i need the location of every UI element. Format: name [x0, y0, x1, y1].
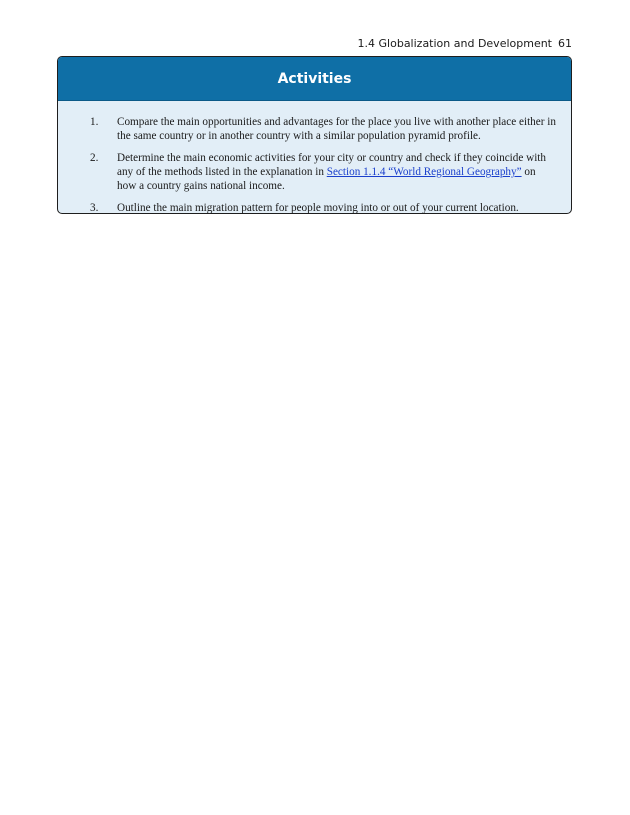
activity-number: 2.: [90, 152, 99, 164]
running-header: [358, 37, 572, 50]
activity-text: [117, 151, 557, 193]
page-number: 61: [558, 37, 572, 50]
activity-number: 3.: [90, 202, 99, 214]
activity-text-before-link: Determine the main economic activities for your city or country and check if they coincide with any of the methods listed in the explanation in: [117, 152, 547, 178]
activities-list: [58, 101, 571, 214]
running-header-section: 1.4 Globalization and Development: [357, 37, 552, 50]
activity-text: Outline the main migration pattern for people moving into or out of your current location.: [117, 202, 519, 214]
activities-title: Activities: [277, 70, 352, 87]
activity-item-1: [90, 115, 557, 143]
activity-number: 1.: [90, 116, 99, 128]
activity-text-after-link: on how a country gains national income.: [117, 166, 536, 192]
section-1-1-4-link[interactable]: Section 1.1.4 “World Regional Geography”: [326, 166, 522, 178]
activities-box: [57, 56, 572, 214]
activities-header: [58, 57, 571, 101]
activity-text: Compare the main opportunities and advantages for the place you live with another place either in the same country or in another country with a similar population pyramid profile.: [117, 116, 556, 142]
activity-item-3: [90, 201, 557, 214]
activity-item-2: [90, 151, 557, 193]
